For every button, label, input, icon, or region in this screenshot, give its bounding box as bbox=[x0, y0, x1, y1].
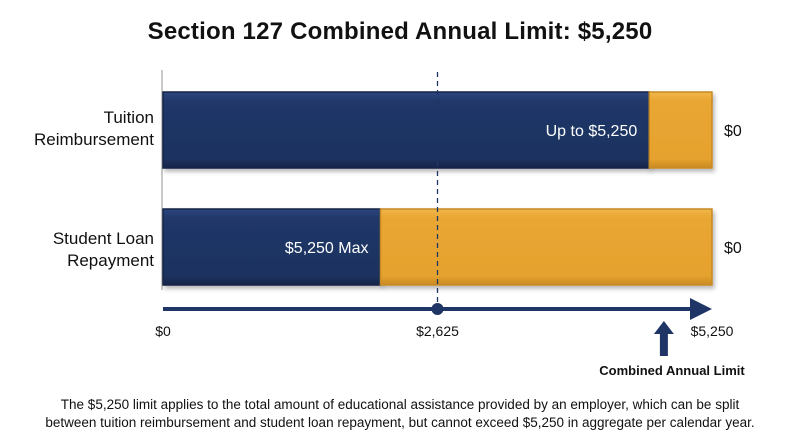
bar-end-label: $0 bbox=[724, 123, 742, 140]
chart-caption: The $5,250 limit applies to the total amount of educational assistance provided by an employer, which can be split between tuition reimbursement and student loan repayment, but cannot exceed $5,250 in aggregate per calendar year. bbox=[45, 397, 755, 430]
x-tick-label: $5,250 bbox=[690, 323, 734, 339]
annotation-arrowhead bbox=[654, 321, 674, 334]
annotation-label: Combined Annual Limit bbox=[599, 363, 745, 378]
x-tick-label: $2,625 bbox=[416, 323, 459, 339]
bar-end-label: $0 bbox=[724, 240, 742, 257]
x-axis-arrowhead bbox=[690, 298, 712, 320]
annotation-arrow-shaft bbox=[660, 333, 668, 356]
category-label-line: Tuition bbox=[103, 108, 154, 127]
category-label-line: Reimbursement bbox=[34, 130, 154, 149]
chart-title: Section 127 Combined Annual Limit: $5,250 bbox=[147, 18, 653, 45]
bar-data-label: Up to $5,250 bbox=[545, 123, 638, 140]
bar-secondary-segment bbox=[649, 92, 712, 168]
category-label-line: Student Loan bbox=[52, 229, 154, 248]
category-label-line: Repayment bbox=[67, 251, 154, 270]
x-tick-label: $0 bbox=[155, 323, 171, 339]
midpoint-marker bbox=[432, 303, 444, 315]
bar-data-label: $5,250 Max bbox=[284, 240, 369, 257]
bar-secondary-segment bbox=[381, 209, 712, 285]
